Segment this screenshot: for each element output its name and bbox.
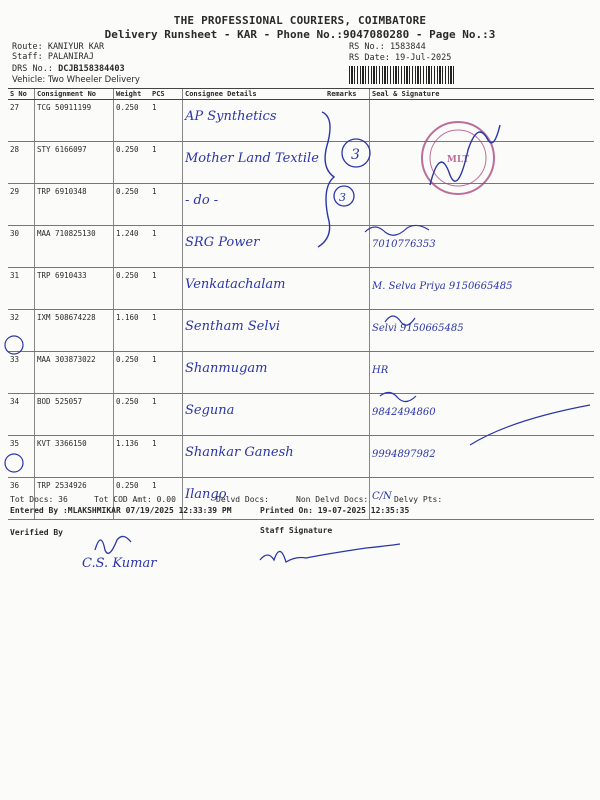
verifier-signature: C.S. Kumar <box>82 556 157 571</box>
drs-value: DCJB158384403 <box>58 64 125 74</box>
cell-consignee-text: SRG Power <box>185 235 260 250</box>
cell-sno-text: 33 <box>10 355 20 364</box>
cell-pcs-text: 1 <box>152 313 157 322</box>
cell-sno-text: 34 <box>10 397 20 406</box>
cell-seal-signature-text: 9994897982 <box>372 449 436 460</box>
cell-sno-text: 29 <box>10 187 20 196</box>
col-remarks: Remarks <box>325 89 370 100</box>
cell-consignment-text: MAA 303873022 <box>37 355 96 364</box>
cell-consignment-text: STY 6166097 <box>37 145 87 154</box>
cell-consignee-text: - do - <box>185 193 219 208</box>
circled-row-36-icon <box>5 454 23 472</box>
rs-date: RS Date: 19-Jul-2025 <box>349 53 452 63</box>
cell-pcs-text: 1 <box>152 439 157 448</box>
cell-consignee-text: AP Synthetics <box>185 109 277 124</box>
circle-mark-1-text: 3 <box>351 147 360 163</box>
entered-by: Entered By :MLAKSHMIKAR 07/19/2025 12:33:39 PM <box>10 506 232 515</box>
cell-consignment-text: TCG 50911199 <box>37 103 92 112</box>
cell-consignment-text: TRP 2534926 <box>37 481 87 490</box>
cell-seal-signature-text: Selvi 9150665485 <box>372 323 464 334</box>
delvd-docs: Delvd Docs: <box>216 495 269 504</box>
col-weight: Weight <box>114 89 151 100</box>
staff-signature-label: Staff Signature <box>260 526 333 535</box>
cell-sno-text: 36 <box>10 481 20 490</box>
tot-docs: Tot Docs: 36 <box>10 495 68 504</box>
cell-consignment-text: KVT 3366150 <box>37 439 87 448</box>
printed-on: Printed On: 19-07-2025 12:35:35 <box>260 506 410 515</box>
cell-weight-text: 1.160 <box>116 313 139 322</box>
cell-pcs-text: 1 <box>152 355 157 364</box>
cell-weight-text: 0.250 <box>116 355 139 364</box>
drs-label: DRS No.: <box>12 64 53 74</box>
rs-number: RS No.: 1583844 <box>349 42 426 52</box>
cell-weight-text: 0.250 <box>116 397 139 406</box>
cell-sno-text: 28 <box>10 145 20 154</box>
verified-by-label: Verified By <box>10 528 63 537</box>
cell-sno-text: 27 <box>10 103 20 112</box>
cell-consignee-text: Sentham Selvi <box>185 319 281 334</box>
circle-mark-icon <box>334 139 370 206</box>
cell-consignee-text: Seguna <box>185 403 235 418</box>
cell-consignee-text: Mother Land Textile <box>185 151 319 166</box>
cell-weight-text: 0.250 <box>116 481 139 490</box>
cell-consignee-text: Shanmugam <box>185 361 268 376</box>
cell-weight-text: 0.250 <box>116 145 139 154</box>
cell-pcs-text: 1 <box>152 271 157 280</box>
cell-consignee-text: Venkatachalam <box>185 277 286 292</box>
svg-text:MLT: MLT <box>446 155 470 165</box>
cell-weight-text: 1.136 <box>116 439 139 448</box>
cell-consignment-text: TRP 6910433 <box>37 271 87 280</box>
col-sno: S No <box>8 89 35 100</box>
col-seal-signature: Seal & Signature <box>370 89 595 100</box>
cell-consignee-text: Shankar Ganesh <box>185 445 294 460</box>
col-pcs: PCS <box>150 89 183 100</box>
cell-pcs-text: 1 <box>152 103 157 112</box>
cell-pcs-text: 1 <box>152 229 157 238</box>
cell-seal-signature-text: 7010776353 <box>372 239 436 250</box>
col-consignment: Consignment No <box>35 89 114 100</box>
cell-sno-text: 31 <box>10 271 20 280</box>
cell-seal-signature-text: HR <box>372 365 389 376</box>
cell-sno-text: 32 <box>10 313 20 322</box>
cell-consignment-text: BOD 525057 <box>37 397 83 406</box>
cell-seal-signature-text: C/N <box>372 491 392 502</box>
delvy-pts: Delvy Pts: <box>394 495 443 504</box>
cell-pcs-text: 1 <box>152 481 157 490</box>
cell-pcs-text: 1 <box>152 187 157 196</box>
company-title: THE PROFESSIONAL COURIERS, COIMBATORE <box>173 14 427 27</box>
cell-consignment-text: MAA 710825130 <box>37 229 96 238</box>
cell-sno-text: 35 <box>10 439 20 448</box>
cell-consignment-text: IXM 508674228 <box>37 313 96 322</box>
cell-weight-text: 0.250 <box>116 271 139 280</box>
cell-consignment-text: TRP 6910348 <box>37 187 87 196</box>
cell-weight-text: 0.250 <box>116 103 139 112</box>
cell-weight-text: 1.240 <box>116 229 139 238</box>
non-delvd-docs: Non Delvd Docs: <box>296 495 369 504</box>
cell-sno-text: 30 <box>10 229 20 238</box>
cell-consignee-text: Ilango <box>185 487 227 502</box>
tot-cod-amt: Tot COD Amt: 0.00 <box>94 495 176 504</box>
circle-mark-2-text: 3 <box>339 191 346 204</box>
cell-weight-text: 0.250 <box>116 187 139 196</box>
cell-pcs-text: 1 <box>152 145 157 154</box>
col-consignee: Consignee Details <box>183 89 326 100</box>
circled-row-33-icon <box>5 336 23 354</box>
route-label: Route: KANIYUR KAR <box>12 42 105 52</box>
vehicle-label: Vehicle: Two Wheeler Delivery <box>12 75 140 85</box>
cell-seal-signature-text: M. Selva Priya 9150665485 <box>372 281 513 292</box>
cell-pcs-text: 1 <box>152 397 157 406</box>
staff-label: Staff: PALANIRAJ <box>12 52 94 62</box>
cell-seal-signature-text: 9842494860 <box>372 407 436 418</box>
runsheet-subtitle: Delivery Runsheet - KAR - Phone No.:9047080280 - Page No.:3 <box>104 28 496 41</box>
